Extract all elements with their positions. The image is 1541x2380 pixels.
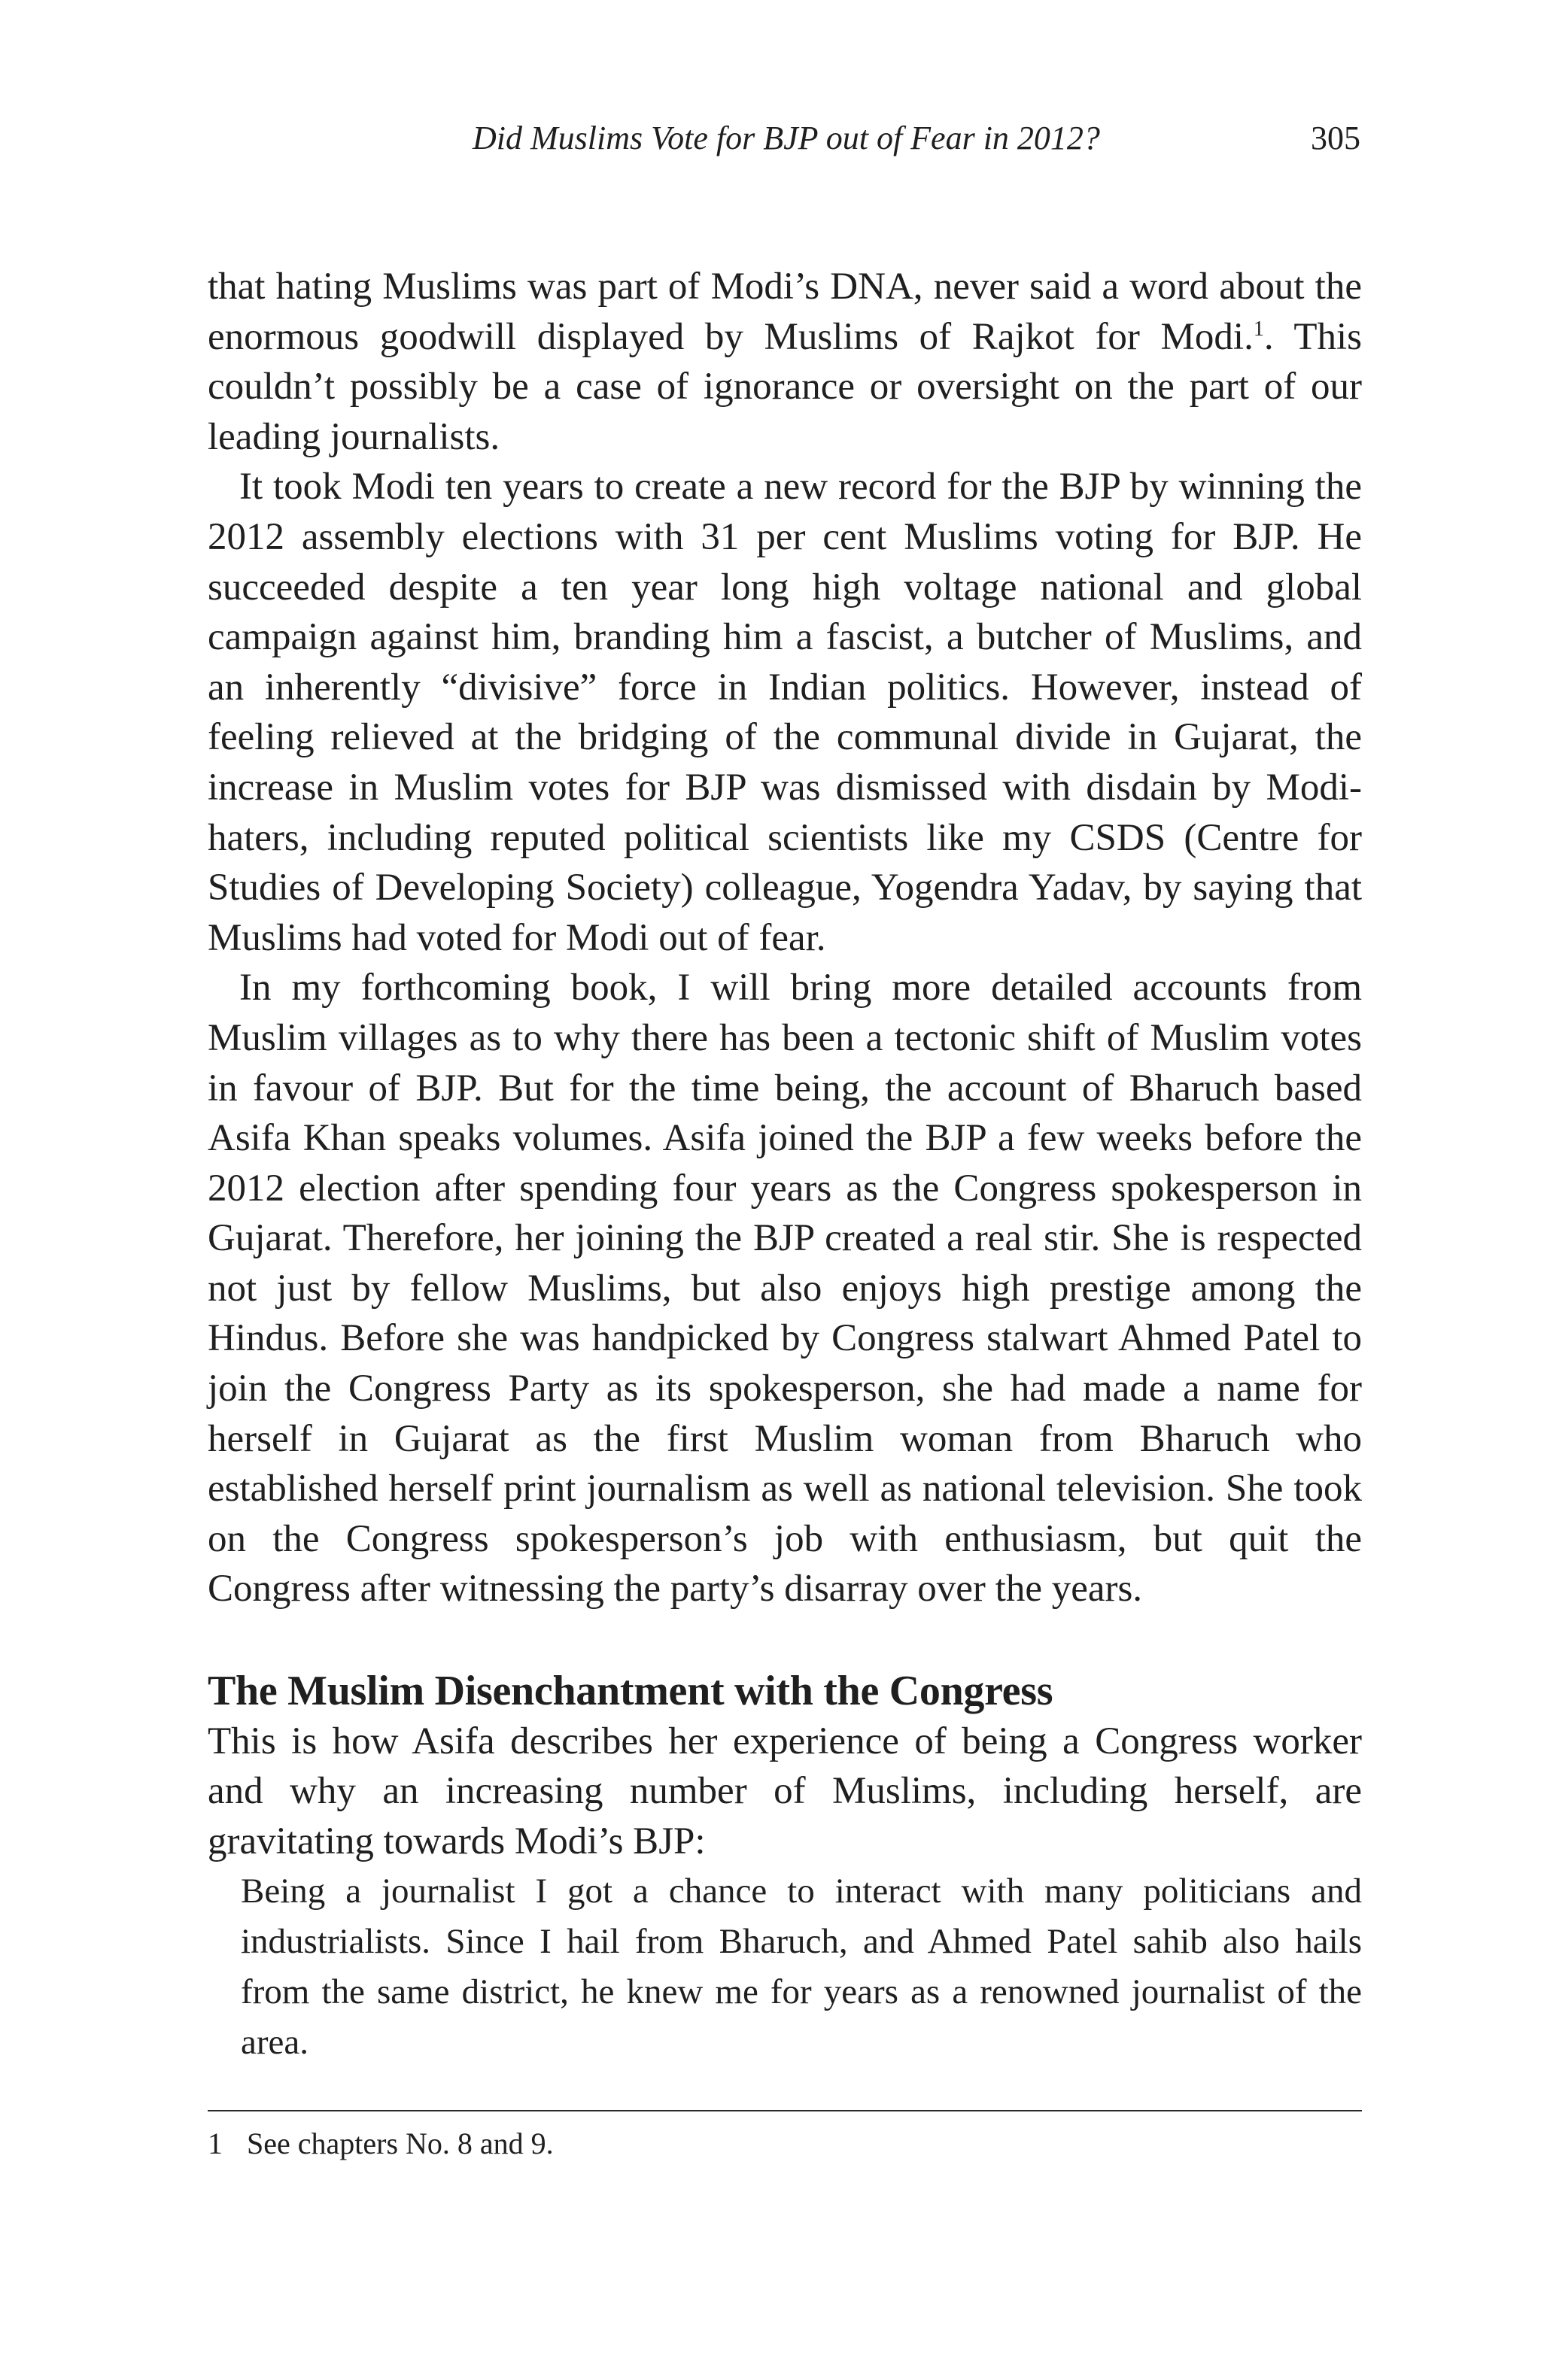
footnote-divider xyxy=(208,2110,1362,2111)
section-heading: The Muslim Disenchantment with the Congress xyxy=(208,1668,1053,1715)
paragraph-1-text: that hating Muslims was part of Modi’s DNA, never said a word about the enormous goodwill displayed by Muslims of Rajkot for Modi. xyxy=(208,266,1362,358)
paragraph-3: In my forthcoming book, I will bring more detailed accounts from Muslim villages as to why there has been a tectonic shift of Muslim votes in favour of BJP. But for the time being, the account of Bharuch based Asifa Khan speaks volumes. Asifa joined the BJP a few weeks before the 2012 election after spending four years as the Congress spokesperson in Gujarat. Therefore, her joining the BJP created a real stir. She is respected not just by fellow Muslims, but also enjoys high prestige among the Hindus. Before she was handpicked by Congress stalwart Ahmed Patel to join the Congress Party as its spokesperson, she had made a name for herself in Gujarat as the first Muslim woman from Bharuch who established herself print journalism as well as national television. She took on the Congress spokesperson’s job with enthusiasm, but quit the Congress after witnessing the party’s disarray over the years. xyxy=(208,967,1362,1610)
paragraph-2: It took Modi ten years to create a new record for the BJP by winning the 2012 assembly elections with 31 per cent Muslims voting for BJP. He succeeded despite a ten year long high voltage national and global campaign against him, branding him a fascist, a butcher of Muslims, and an inherently “divisive” force in Indian politics. However, instead of feeling relieved at the bridging of the communal divide in Gujarat, the increase in Muslim votes for BJP was dismissed with disdain by Modi-haters, including reputed political scientists like my CSDS (Centre for Studies of Developing Society) colleague, Yogendra Yadav, by saying that Muslims had voted for Modi out of fear. xyxy=(208,466,1362,959)
paragraph-1-continued: . This couldn’t possibly be a case of ignorance or oversight on the part of our leading journalists. xyxy=(208,315,1362,458)
footnote-reference[interactable]: 1 xyxy=(1253,317,1264,341)
footnote-text: See chapters No. 8 and 9. xyxy=(247,2127,554,2160)
paragraph-1 xyxy=(208,262,1362,462)
page-number: 305 xyxy=(1311,120,1360,156)
book-page xyxy=(208,0,1362,2380)
footnote-number: 1 xyxy=(208,2127,223,2160)
running-header xyxy=(208,119,1362,164)
main-text xyxy=(208,262,1362,2068)
running-title: Did Muslims Vote for BJP out of Fear in 2012? xyxy=(473,120,1100,156)
section-intro: This is how Asifa describes her experience of being a Congress worker and why an increasing number of Muslims, including herself, are gravitating towards Modi’s BJP: xyxy=(208,1720,1362,1862)
footnote xyxy=(208,2123,554,2165)
block-quote: Being a journalist I got a chance to interact with many politicians and industrialists. Since I hail from Bharuch, and Ahmed Patel sahib also hails from the same district, he knew me for years as a renowned journalist of the area. xyxy=(241,1872,1362,2063)
